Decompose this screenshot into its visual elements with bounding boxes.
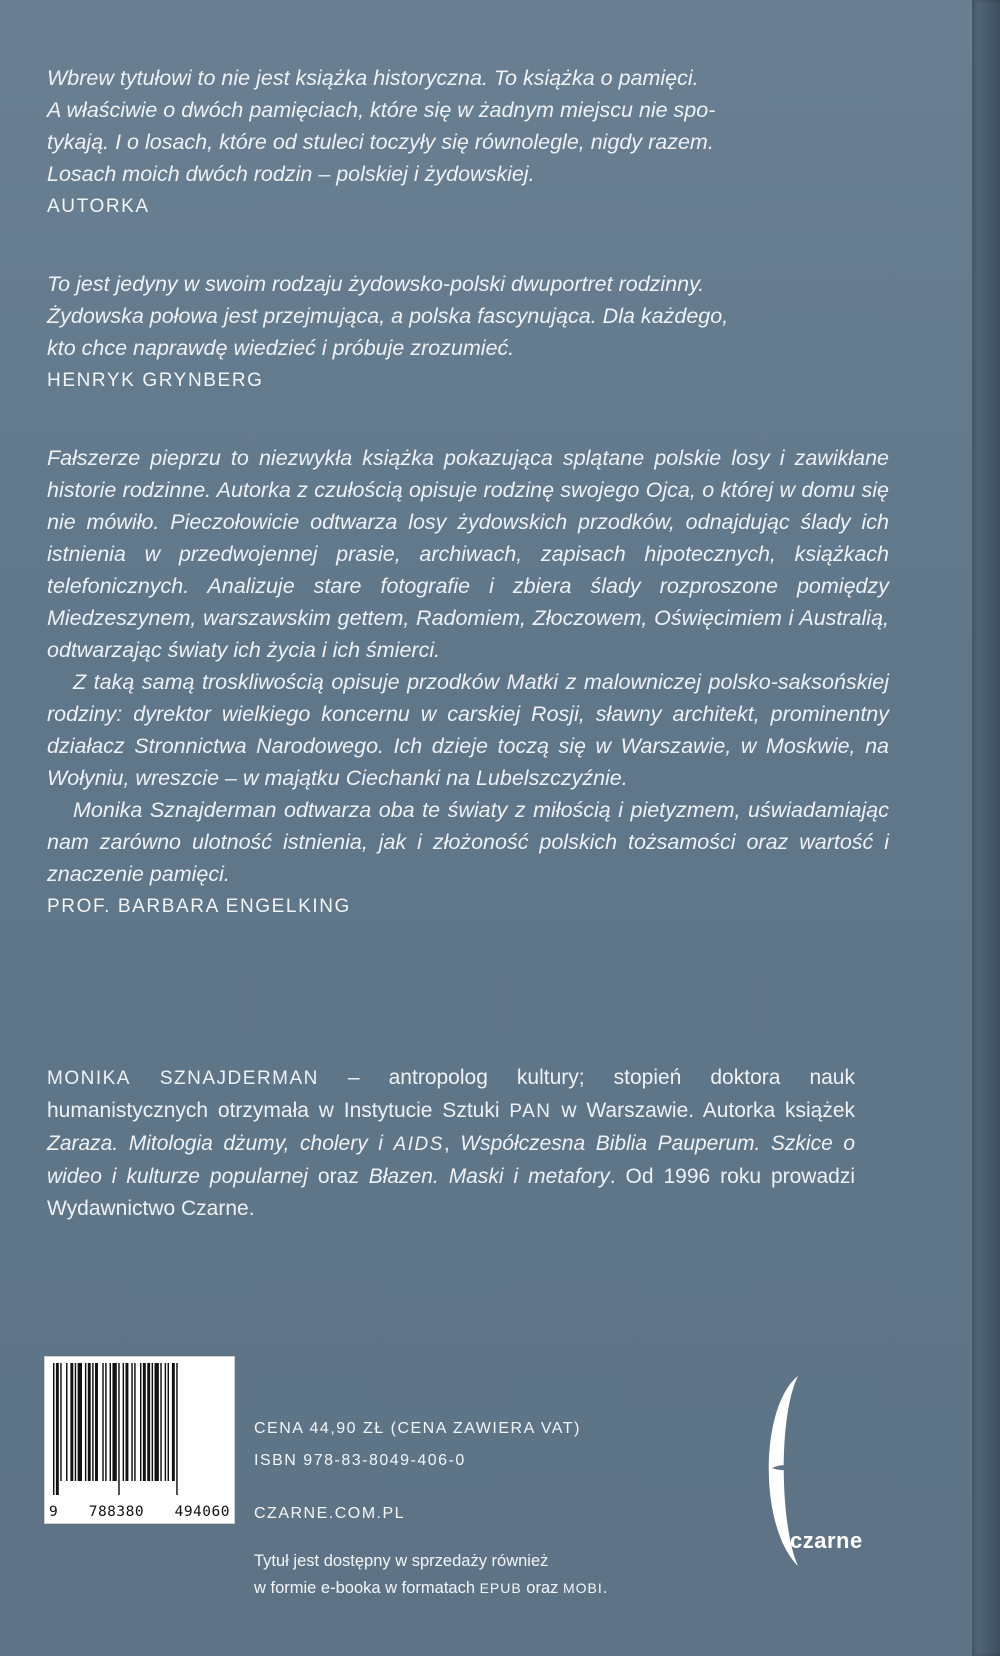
price-info: CENA 44,90 ZŁ (CENA ZAWIERA VAT) <box>254 1420 581 1437</box>
quote-block-author <box>47 62 877 222</box>
quote-line: To jest jedyny w swoim rodzaju żydowsko-polski dwuportret rodzinny. <box>47 272 705 296</box>
barcode-bar <box>92 1363 93 1481</box>
format-mobi: MOBI <box>563 1580 603 1596</box>
barcode-bar <box>102 1363 103 1481</box>
barcode-bar <box>56 1363 59 1495</box>
bio-text: . Od 1996 roku prowadzi Wydawnictwo Czarne. <box>47 1165 855 1220</box>
barcode-bar <box>131 1363 132 1481</box>
barcode-bar <box>155 1363 159 1481</box>
barcode-bar <box>172 1363 175 1481</box>
quote-block-engelking <box>47 442 889 922</box>
bio-text: PAN <box>509 1101 552 1122</box>
barcode-bar <box>147 1363 150 1481</box>
quote-block-grynberg <box>47 268 877 396</box>
website-link[interactable]: CZARNE.COM.PL <box>254 1505 406 1522</box>
barcode-bar <box>152 1363 153 1481</box>
quote-line: Losach moich dwóch rodzin – polskiej i żydowskiej. <box>47 162 535 186</box>
barcode-bar <box>176 1363 177 1495</box>
bio-text: oraz <box>307 1165 369 1188</box>
barcode-number <box>49 1504 230 1520</box>
bio-text: – antropolog kultury; stopień doktora nauk humanistycznych otrzymała w Instytucie Sztuki <box>47 1066 855 1122</box>
isbn-barcode <box>44 1356 235 1524</box>
barcode-bar <box>126 1363 129 1481</box>
barcode-digit: 788380 <box>88 1504 145 1520</box>
quote-line: tykają. I o losach, które od stuleci toczyły się równolegle, nigdy razem. <box>47 130 714 154</box>
barcode-bar <box>66 1363 67 1481</box>
barcode-bar <box>134 1363 135 1481</box>
barcode-bar <box>105 1363 106 1481</box>
author-bio <box>47 1062 855 1225</box>
barcode-bar <box>140 1363 141 1481</box>
quote-attribution: HENRYK GRYNBERG <box>47 370 264 391</box>
book-title: Współczesna Biblia Pauperum. Szkice o wideo i kulturze popularnej <box>47 1132 856 1188</box>
barcode-bar <box>70 1363 73 1481</box>
ebook-note-line <box>254 1575 607 1602</box>
barcode-bars <box>51 1363 228 1495</box>
ebook-note <box>254 1548 607 1602</box>
barcode-bar <box>88 1363 91 1481</box>
quote-line: A właściwie o dwóch pamięciach, które się w żadnym miejscu nie spo- <box>47 98 716 122</box>
barcode-digit: 9 <box>49 1504 59 1520</box>
quote-attribution: AUTORKA <box>47 196 150 217</box>
quote-line: kto chce naprawdę wiedzieć i próbuje zrozumieć. <box>47 336 515 360</box>
quote-line: Żydowska połowa jest przejmująca, a polska fascynująca. Dla każdego, <box>47 304 729 328</box>
ebook-note-line: Tytuł jest dostępny w sprzedaży również <box>254 1552 549 1570</box>
spine-edge <box>972 0 1000 1656</box>
barcode-bar <box>85 1363 86 1481</box>
author-bio-text <box>47 1062 855 1225</box>
barcode-bar <box>95 1363 98 1481</box>
barcode-bar <box>78 1363 82 1481</box>
barcode-bar <box>118 1363 119 1495</box>
publisher-logo-text: czarne <box>790 1528 863 1553</box>
barcode-bar <box>165 1363 166 1481</box>
barcode-digit: 494060 <box>174 1504 230 1520</box>
barcode-bar <box>112 1363 116 1481</box>
quote-paragraph: Monika Sznajderman odtwarza oba te światy z miłością i pietyzmem, uświadamiając nam zarówno ulotność istnienia, jak i złożoność polskich tożsamości oraz wartość i znaczenie pamięci. <box>47 798 889 886</box>
author-name: MONIKA SZNAJDERMAN <box>47 1068 319 1089</box>
note-text: . <box>602 1579 608 1597</box>
quote-paragraph: Fałszerze pieprzu to niezwykła książka pokazująca splątane polskie losy i zawikłane historie rodzinne. Autorka z czułością opisuje rodzinę swojego Ojca, o której w domu się nie mówiło. Pieczołowicie odtwarza losy żydowskich przodków, odnajdując ślady ich istnienia w przedwojennej prasie, archiwach, zapisach hipotecznych, książkach telefonicznych. Analizuje stare fotografie i zbiera ślady rozproszone pomiędzy Miedzeszynem, warszawskim gettem, Radomiem, Złoczowem, Oświęcimiem i Australią, odtwarzając światy ich życia i ich śmierci. <box>47 446 889 662</box>
book-title: AIDS <box>393 1134 444 1155</box>
barcode-bar <box>53 1363 54 1495</box>
bio-text: , <box>443 1132 461 1155</box>
barcode-bar <box>110 1363 111 1481</box>
barcode-bar <box>123 1363 124 1481</box>
barcode-bar <box>75 1363 76 1481</box>
book-title: Zaraza. Mitologia dżumy, cholery i <box>47 1132 394 1155</box>
barcode-bar <box>160 1363 161 1481</box>
bio-text: w Warszawie. Autorka książek <box>551 1099 856 1122</box>
book-title: Błazen. Maski i metafory <box>368 1165 610 1188</box>
barcode-bar <box>168 1363 169 1481</box>
note-text: w formie e-booka w formatach <box>254 1579 480 1597</box>
format-epub: EPUB <box>479 1580 522 1596</box>
quote-attribution: PROF. BARBARA ENGELKING <box>47 896 351 917</box>
quote-line: Wbrew tytułowi to nie jest książka historyczna. To książka o pamięci. <box>47 66 699 90</box>
barcode-bar <box>143 1363 146 1481</box>
quote-paragraph: Z taką samą troskliwością opisuje przodków Matki z malowniczej polsko-saksońskiej rodziny: dyrektor wielkiego koncernu w carskiej Rosji, sławny architekt, prominentny działacz Stronnictwa Narodowego. Ich dzieje toczą się w Warszawie, w Moskwie, na Wołyniu, wreszcie – w majątku Ciechanki na Lubelszczyźnie. <box>47 670 889 790</box>
note-text: oraz <box>521 1579 563 1597</box>
isbn-info: ISBN 978-83-8049-406-0 <box>254 1452 466 1469</box>
barcode-bar <box>60 1363 61 1481</box>
